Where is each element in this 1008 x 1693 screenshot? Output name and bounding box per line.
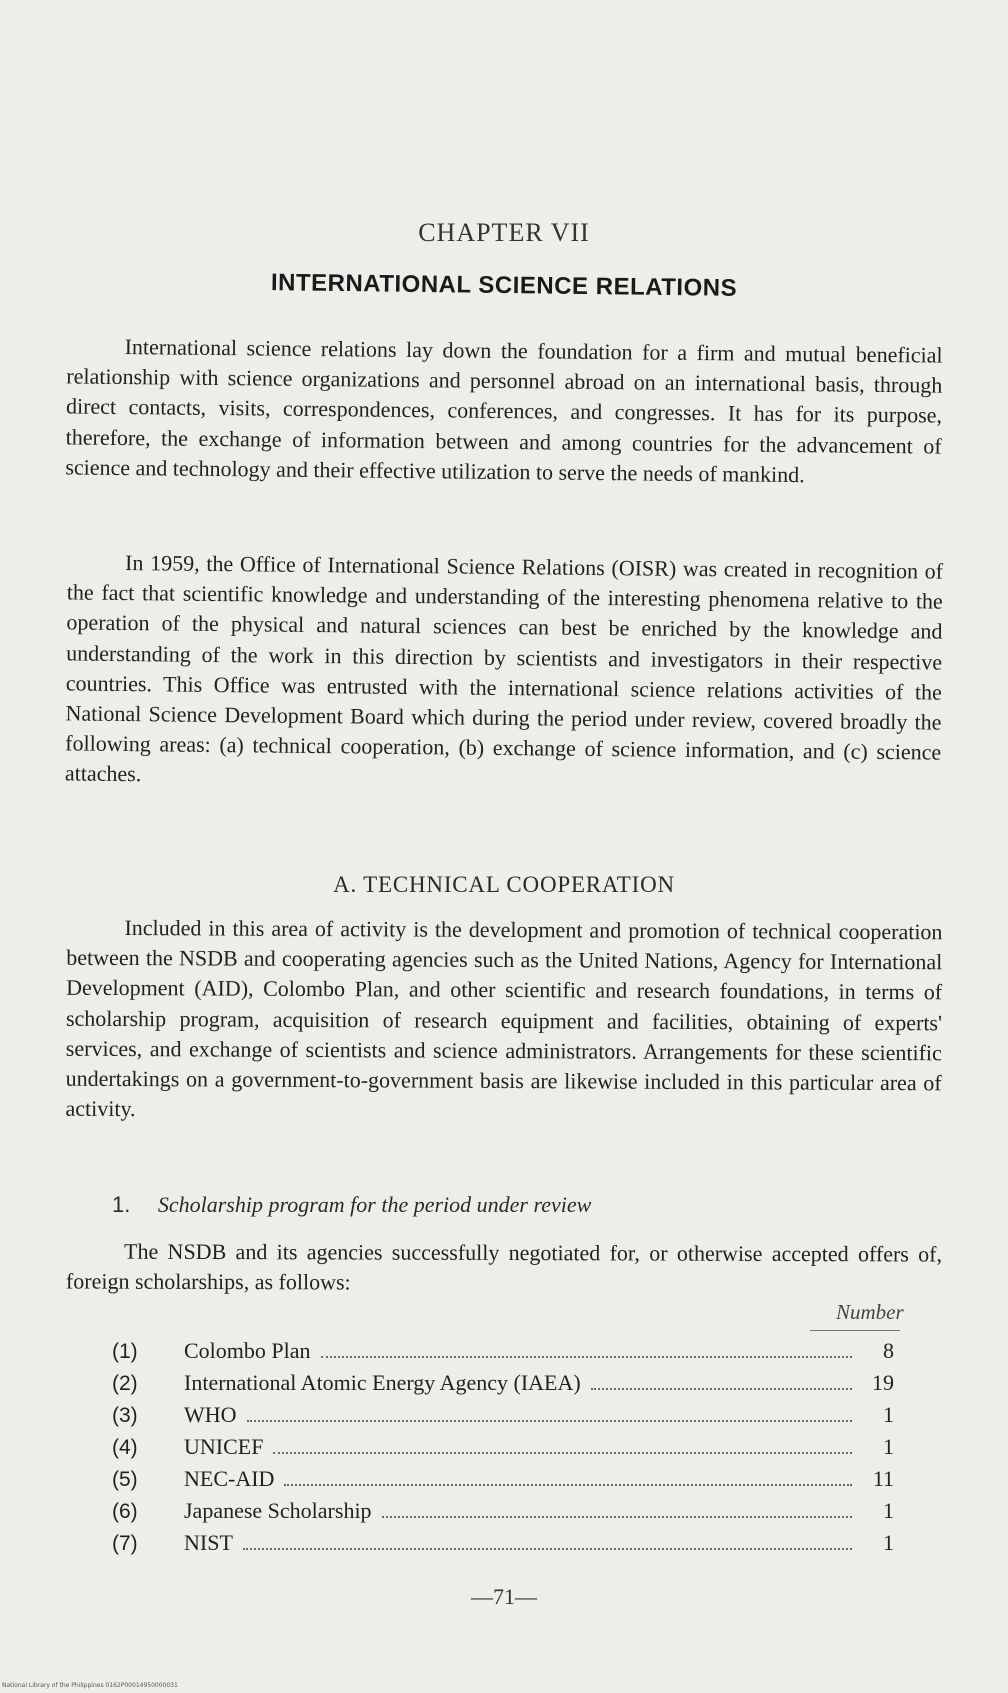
paragraph-oisr: In 1959, the Office of International Science Relations (OISR) was created in recognition of the fact that scientific knowledge and understanding of the interesting phenomena relative to the operation of the physical and natural sciences can best be enriched by the knowledge and understanding of the work in this direction by scientists and investigators in their respective countries. This Office was entrusted with the international science relations activities of the National Science Development Board which during the period under review, covered broadly the following areas: (a) technical cooperation, (b) exchange of science information, and (c) science attaches. [64, 550, 944, 787]
list-item-name: NIST [184, 1530, 233, 1555]
list-item-name: Colombo Plan [184, 1338, 311, 1363]
dot-leader [321, 1343, 852, 1358]
list-item [112, 1498, 894, 1530]
subheading [112, 1192, 591, 1218]
dot-leader [243, 1535, 852, 1550]
list-item [112, 1466, 894, 1498]
chapter-title: INTERNATIONAL SCIENCE RELATIONS [270, 269, 738, 302]
list-item-count: 11 [872, 1466, 894, 1491]
list-item-count: 1 [883, 1530, 894, 1555]
paragraph-intro: International science relations lay down the foundation for a firm and mutual beneficial relationship with science organizations and personnel abroad on an international basis, through direct contacts, visits, correspondences, conferences, and congresses. It has for its purpose, therefore, the exchange of information between and among countries for the advancement of science and technology and their effective utilization to serve the needs of mankind. [65, 334, 943, 487]
list-item-count: 19 [872, 1370, 894, 1395]
dot-leader [382, 1503, 852, 1518]
list-item [112, 1370, 894, 1402]
list-item-name: NEC-AID [184, 1466, 275, 1491]
chapter-heading: CHAPTER VII [418, 218, 590, 247]
list-item-index: (3) [112, 1404, 138, 1427]
dot-leader [273, 1439, 852, 1454]
list-item-name: International Atomic Energy Agency (IAEA) [184, 1370, 581, 1395]
list-item-index: (7) [112, 1532, 138, 1555]
archive-footer: National Library of the Philippines 0162P00014950000031 [2, 1682, 178, 1689]
list-item-index: (1) [112, 1340, 138, 1363]
list-item-index: (6) [112, 1500, 138, 1523]
list-item-index: (4) [112, 1436, 138, 1459]
list-item-index: (5) [112, 1468, 138, 1491]
list-item-count: 1 [883, 1434, 894, 1459]
paragraph-scholarships: The NSDB and its agencies successfully negotiated for, or otherwise accepted offers of, foreign scholarships, as follows: [65, 1238, 943, 1295]
subheading-text: Scholarship program for the period under review [157, 1192, 592, 1217]
list-item-count: 8 [883, 1338, 894, 1363]
number-column-header: Number [836, 1300, 904, 1324]
list-item [112, 1530, 894, 1562]
list-item-name: WHO [184, 1402, 237, 1427]
list-item [112, 1434, 894, 1466]
subheading-number: 1. [112, 1192, 131, 1217]
list-item [112, 1338, 894, 1370]
page-number: —71— [471, 1584, 537, 1609]
list-item-index: (2) [112, 1372, 138, 1395]
list-item-count: 1 [883, 1402, 894, 1427]
scholarship-list [112, 1338, 894, 1562]
dot-leader [247, 1407, 852, 1422]
list-item-name: UNICEF [184, 1434, 264, 1459]
list-item-name: Japanese Scholarship [184, 1498, 372, 1523]
list-item-count: 1 [883, 1498, 894, 1523]
paragraph-technical-cooperation: Included in this area of activity is the development and promotion of technical cooperation between the NSDB and cooperating agencies such as the United Nations, Agency for International Development (AID), Colombo Plan, and other scientific and research foundations, in terms of scholarship program, acquisition of research equipment and facilities, obtaining of experts' services, and exchange of scientists and science administrators. Arrangements for these scientific undertakings on a government-to-government basis are likewise included in this particular area of activity. [65, 915, 943, 1122]
list-item [112, 1402, 894, 1434]
number-column-rule [810, 1330, 900, 1331]
section-heading: A. TECHNICAL COOPERATION [333, 872, 675, 897]
dot-leader [284, 1471, 852, 1486]
dot-leader [591, 1375, 852, 1390]
